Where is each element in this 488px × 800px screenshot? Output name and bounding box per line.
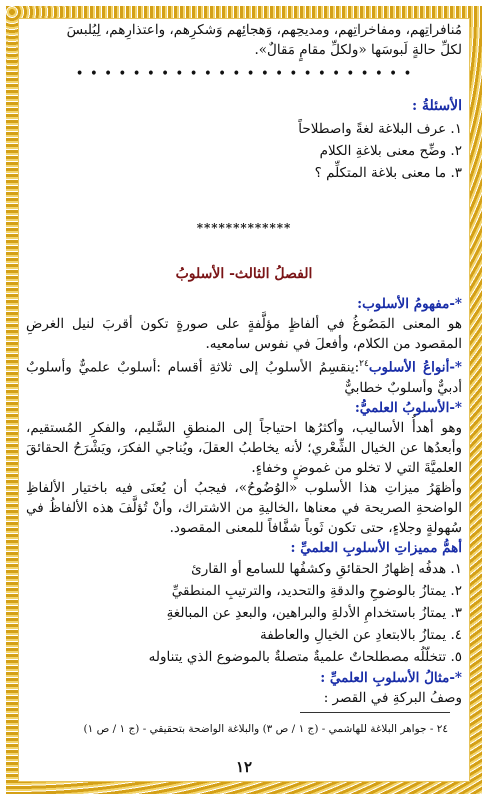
features-heading: أهمُّ مميزاتِ الأسلوبِ العلميِّ : [290, 539, 462, 556]
question-item: ١. عرف البلاغة لغةً واصطلاحاً [298, 121, 462, 137]
footnote-divider [300, 712, 450, 713]
feature-item: ٣. يمتازُ باستخدامِ الأدلةِ والبراهين، والبعدِ عن المبالغةِ [166, 604, 462, 621]
text-line: مُنافراتِهم، ومفاخراتِهم، ومديحِهم، وَهجائِهم وَشكرِهم، واعتذارِهم، لِيُلبسَ [66, 22, 462, 38]
chapter-title: الفصلُ الثالث- الأسلوبُ [175, 266, 313, 282]
dotted-separator: • • • • • • • • • • • • • • • • • • • • • • • • [75, 66, 413, 82]
question-item: ٣. ما معنى بلاغة المتكلِّم ؟ [314, 165, 462, 181]
feature-item: ٢. يمتازُ بالوضوحِ والدقةِ والتحديد، والترتيبِ المنطقيِّ [171, 582, 462, 599]
example-heading: *-مثالُ الأسلوبِ العلميِّ : [320, 669, 462, 686]
features-list [26, 558, 462, 668]
types-heading: *-أنواعُ الأسلوب [368, 359, 462, 376]
concept-text: هو المعنى المَصُوغُ في ألفاظٍ مؤلَّفةٍ على صورةٍ تكون أقربَ لنيل الغرضِ المقصود من الكلام، وأفعلَ في نفوس سامعيه. [26, 316, 462, 352]
example-text: وصفُ البركةِ في القصر : [323, 689, 462, 706]
questions-list [26, 118, 462, 184]
footnote-ref: ٢٤ [359, 359, 369, 369]
types-paragraph [26, 354, 462, 398]
text-line: لكلِّ حالةٍ لَبوسَها «ولكلِّ مقامٍ مَقالٌ». [254, 42, 462, 58]
star-separator: ************* [196, 221, 292, 235]
footnote: ٢٤ - جواهر البلاغة للهاشمي - (ج ١ / ص ٣) والبلاغة الواضحة بتحقيقي - (ج ١ / ص ١) [83, 723, 448, 735]
page-content [26, 20, 462, 740]
feature-item: ٥. تتخلّلُه مصطلحاتٌ علميةٌ متصلةٌ بالموضوع الذي يتناوله [148, 648, 462, 665]
question-item: ٢. وضِّح معنى بلاغةِ الكلام [319, 143, 462, 159]
scientific-para-1: وهو أهدأُ الأساليب، وأكثرُها احتياجاً إلى المنطقِ السَّليم، والفكرِ المُستقيم، وأبعدُها عن الخيال الشِّعْري؛ لأنه يخاطبُ العقلَ، ويُناجي الفكرَ، ويَشْرَحُ الحقائقَ العلميَّةَ التي لا تخلو من غموضٍ وخفاءٍ. [26, 419, 462, 476]
page-number: ١٢ [235, 758, 253, 776]
concept-heading: *-مفهومُ الأسلوب: [357, 296, 462, 312]
scientific-heading: *-الأسلوبُ العلميُّ: [354, 399, 462, 416]
types-text: :ينقسِمُ الأسلوبُ إلى ثلاثةِ أقسام :أسلوبٌ علميٌّ وأسلوبٌ أدبيٌّ وأسلوبٌ خطابيٌّ [26, 359, 462, 396]
questions-heading: الأسئلةُ : [411, 98, 462, 114]
scientific-para-2: وأظهَرُ ميزاتِ هذا الأسلوب «الوُضُوحُ»، فيجبُ أن يُعنَى فيه باختيار الألفاظِ الواضحةِ الصريحة في معناها ،الخاليةِ من الاشتراك، وأنْ تُؤلَّفَ هذه الألفاظُ في سُهولةٍ وجلاءٍ، حتى تكون ثَوباً شفَّافاً للمعنى المقصود. [26, 479, 462, 536]
feature-item: ١. هدفُه إظهارُ الحقائقِ وكشفُها للسامع أو القارئ [191, 560, 462, 577]
feature-item: ٤. يمتازُ بالابتعادِ عن الخيالِ والعاطفة [259, 626, 462, 643]
